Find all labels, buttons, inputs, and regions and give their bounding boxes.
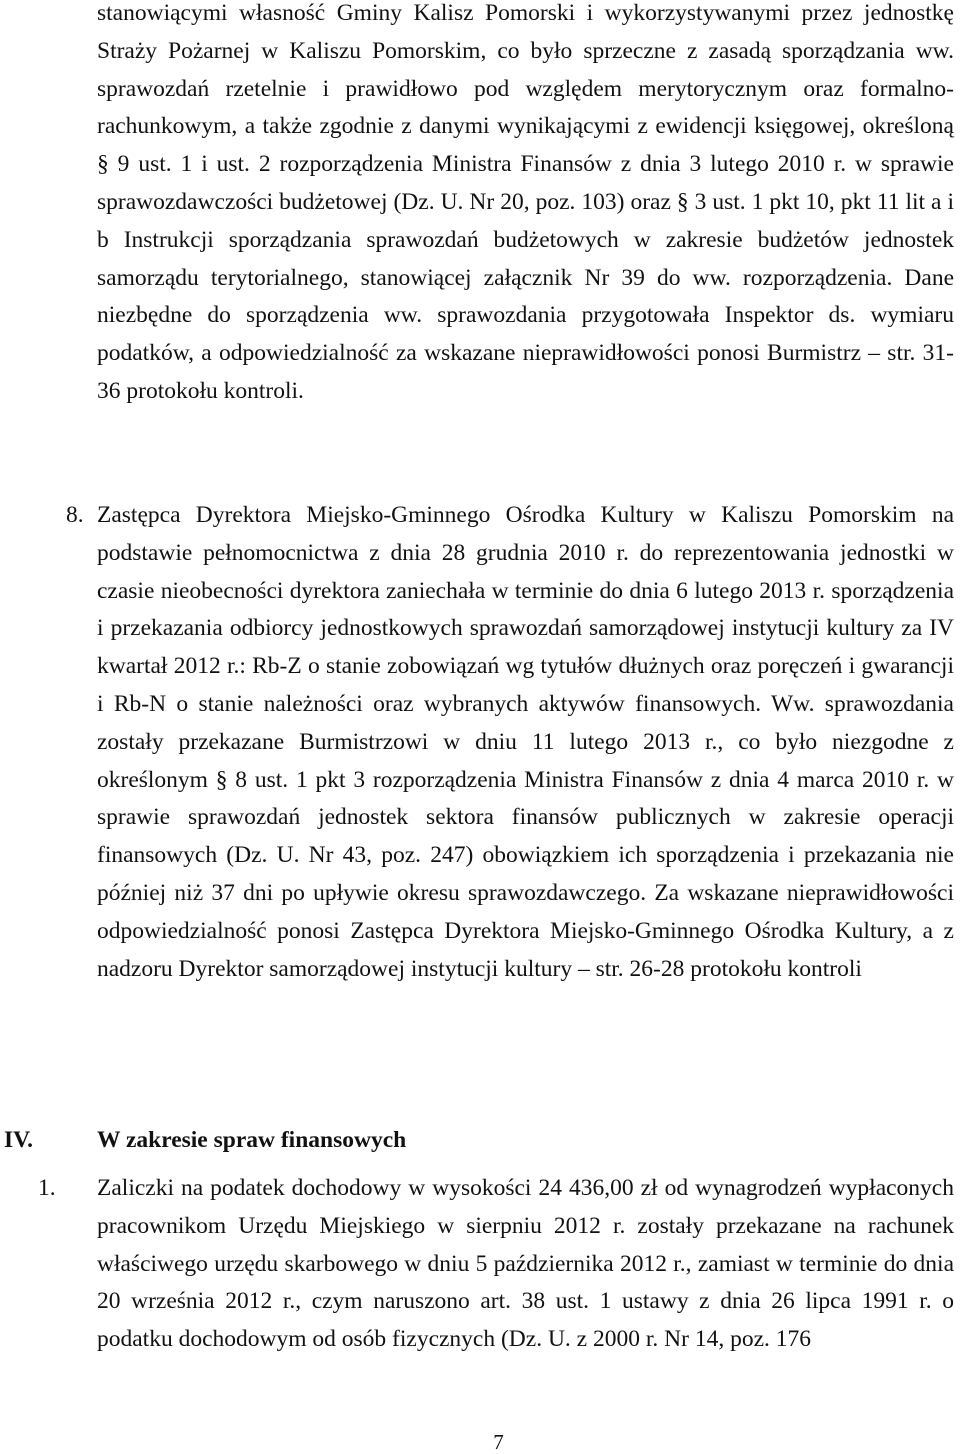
page-number: 7 <box>493 1430 504 1454</box>
item-1-number: 1. <box>38 1175 56 1201</box>
continuation-paragraph: stanowiącymi własność Gminy Kalisz Pomorski i wykorzystywanymi przez jednostkę Straży Pożarnej w Kaliszu Pomorskim, co było sprzeczne z zasadą sporządzania ww. sprawozdań rzetelnie i prawidłowo pod względem merytorycznym oraz formalno-rachunkowym, a także zgodnie z danymi wynikającymi z ewidencji księgowej, określoną § 9 ust. 1 i ust. 2 rozporządzenia Ministra Finansów z dnia 3 lutego 2010 r. w sprawie sprawozdawczości budżetowej (Dz. U. Nr 20, poz. 103) oraz § 3 ust. 1 pkt 10, pkt 11 lit a i b Instrukcji sporządzania sprawozdań budżetowych w zakresie budżetów jednostek samorządu terytorialnego, stanowiącej załącznik Nr 39 do ww. rozporządzenia. Dane niezbędne do sporządzenia ww. sprawozdania przygotowała Inspektor ds. wymiaru podatków, a odpowiedzialność za wskazane nieprawidłowości ponosi Burmistrz – str. 31-36 protokołu kontroli. <box>97 0 954 404</box>
section-iv-title: W zakresie spraw finansowych <box>97 1127 407 1153</box>
section-iv-number: IV. <box>4 1127 33 1153</box>
item-8-number: 8. <box>66 502 84 528</box>
item-1-paragraph: Zaliczki na podatek dochodowy w wysokości 24 436,00 zł od wynagrodzeń wypłaconych pracownikom Urzędu Miejskiego w sierpniu 2012 r. zostały przekazane na rachunek właściwego urzędu skarbowego w dniu 5 października 2012 r., zamiast w terminie do dnia 20 września 2012 r., czym naruszono art. 38 ust. 1 ustawy z dnia 26 lipca 1991 r. o podatku dochodowym od osób fizycznych (Dz. U. z 2000 r. Nr 14, poz. 176 <box>97 1175 954 1353</box>
item-8-paragraph: Zastępca Dyrektora Miejsko-Gminnego Ośrodka Kultury w Kaliszu Pomorskim na podstawie pełnomocnictwa z dnia 28 grudnia 2010 r. do reprezentowania jednostki w czasie nieobecności dyrektora zaniechała w terminie do dnia 6 lutego 2013 r. sporządzenia i przekazania odbiorcy jednostkowych sprawozdań samorządowej instytucji kultury za IV kwartał 2012 r.: Rb-Z o stanie zobowiązań wg tytułów dłużnych oraz poręczeń i gwarancji i Rb-N o stanie należności oraz wybranych aktywów finansowych. Ww. sprawozdania zostały przekazane Burmistrzowi w dniu 11 lutego 2013 r., co było niezgodne z określonym § 8 ust. 1 pkt 3 rozporządzenia Ministra Finansów z dnia 4 marca 2010 r. w sprawie sprawozdań jednostek sektora finansów publicznych w zakresie operacji finansowych (Dz. U. Nr 43, poz. 247) obowiązkiem ich sporządzenia i przekazania nie później niż 37 dni po upływie okresu sprawozdawczego. Za wskazane nieprawidłowości odpowiedzialność ponosi Zastępca Dyrektora Miejsko-Gminnego Ośrodka Kultury, a z nadzoru Dyrektor samorządowej instytucji kultury – str. 26-28 protokołu kontroli <box>97 502 954 982</box>
